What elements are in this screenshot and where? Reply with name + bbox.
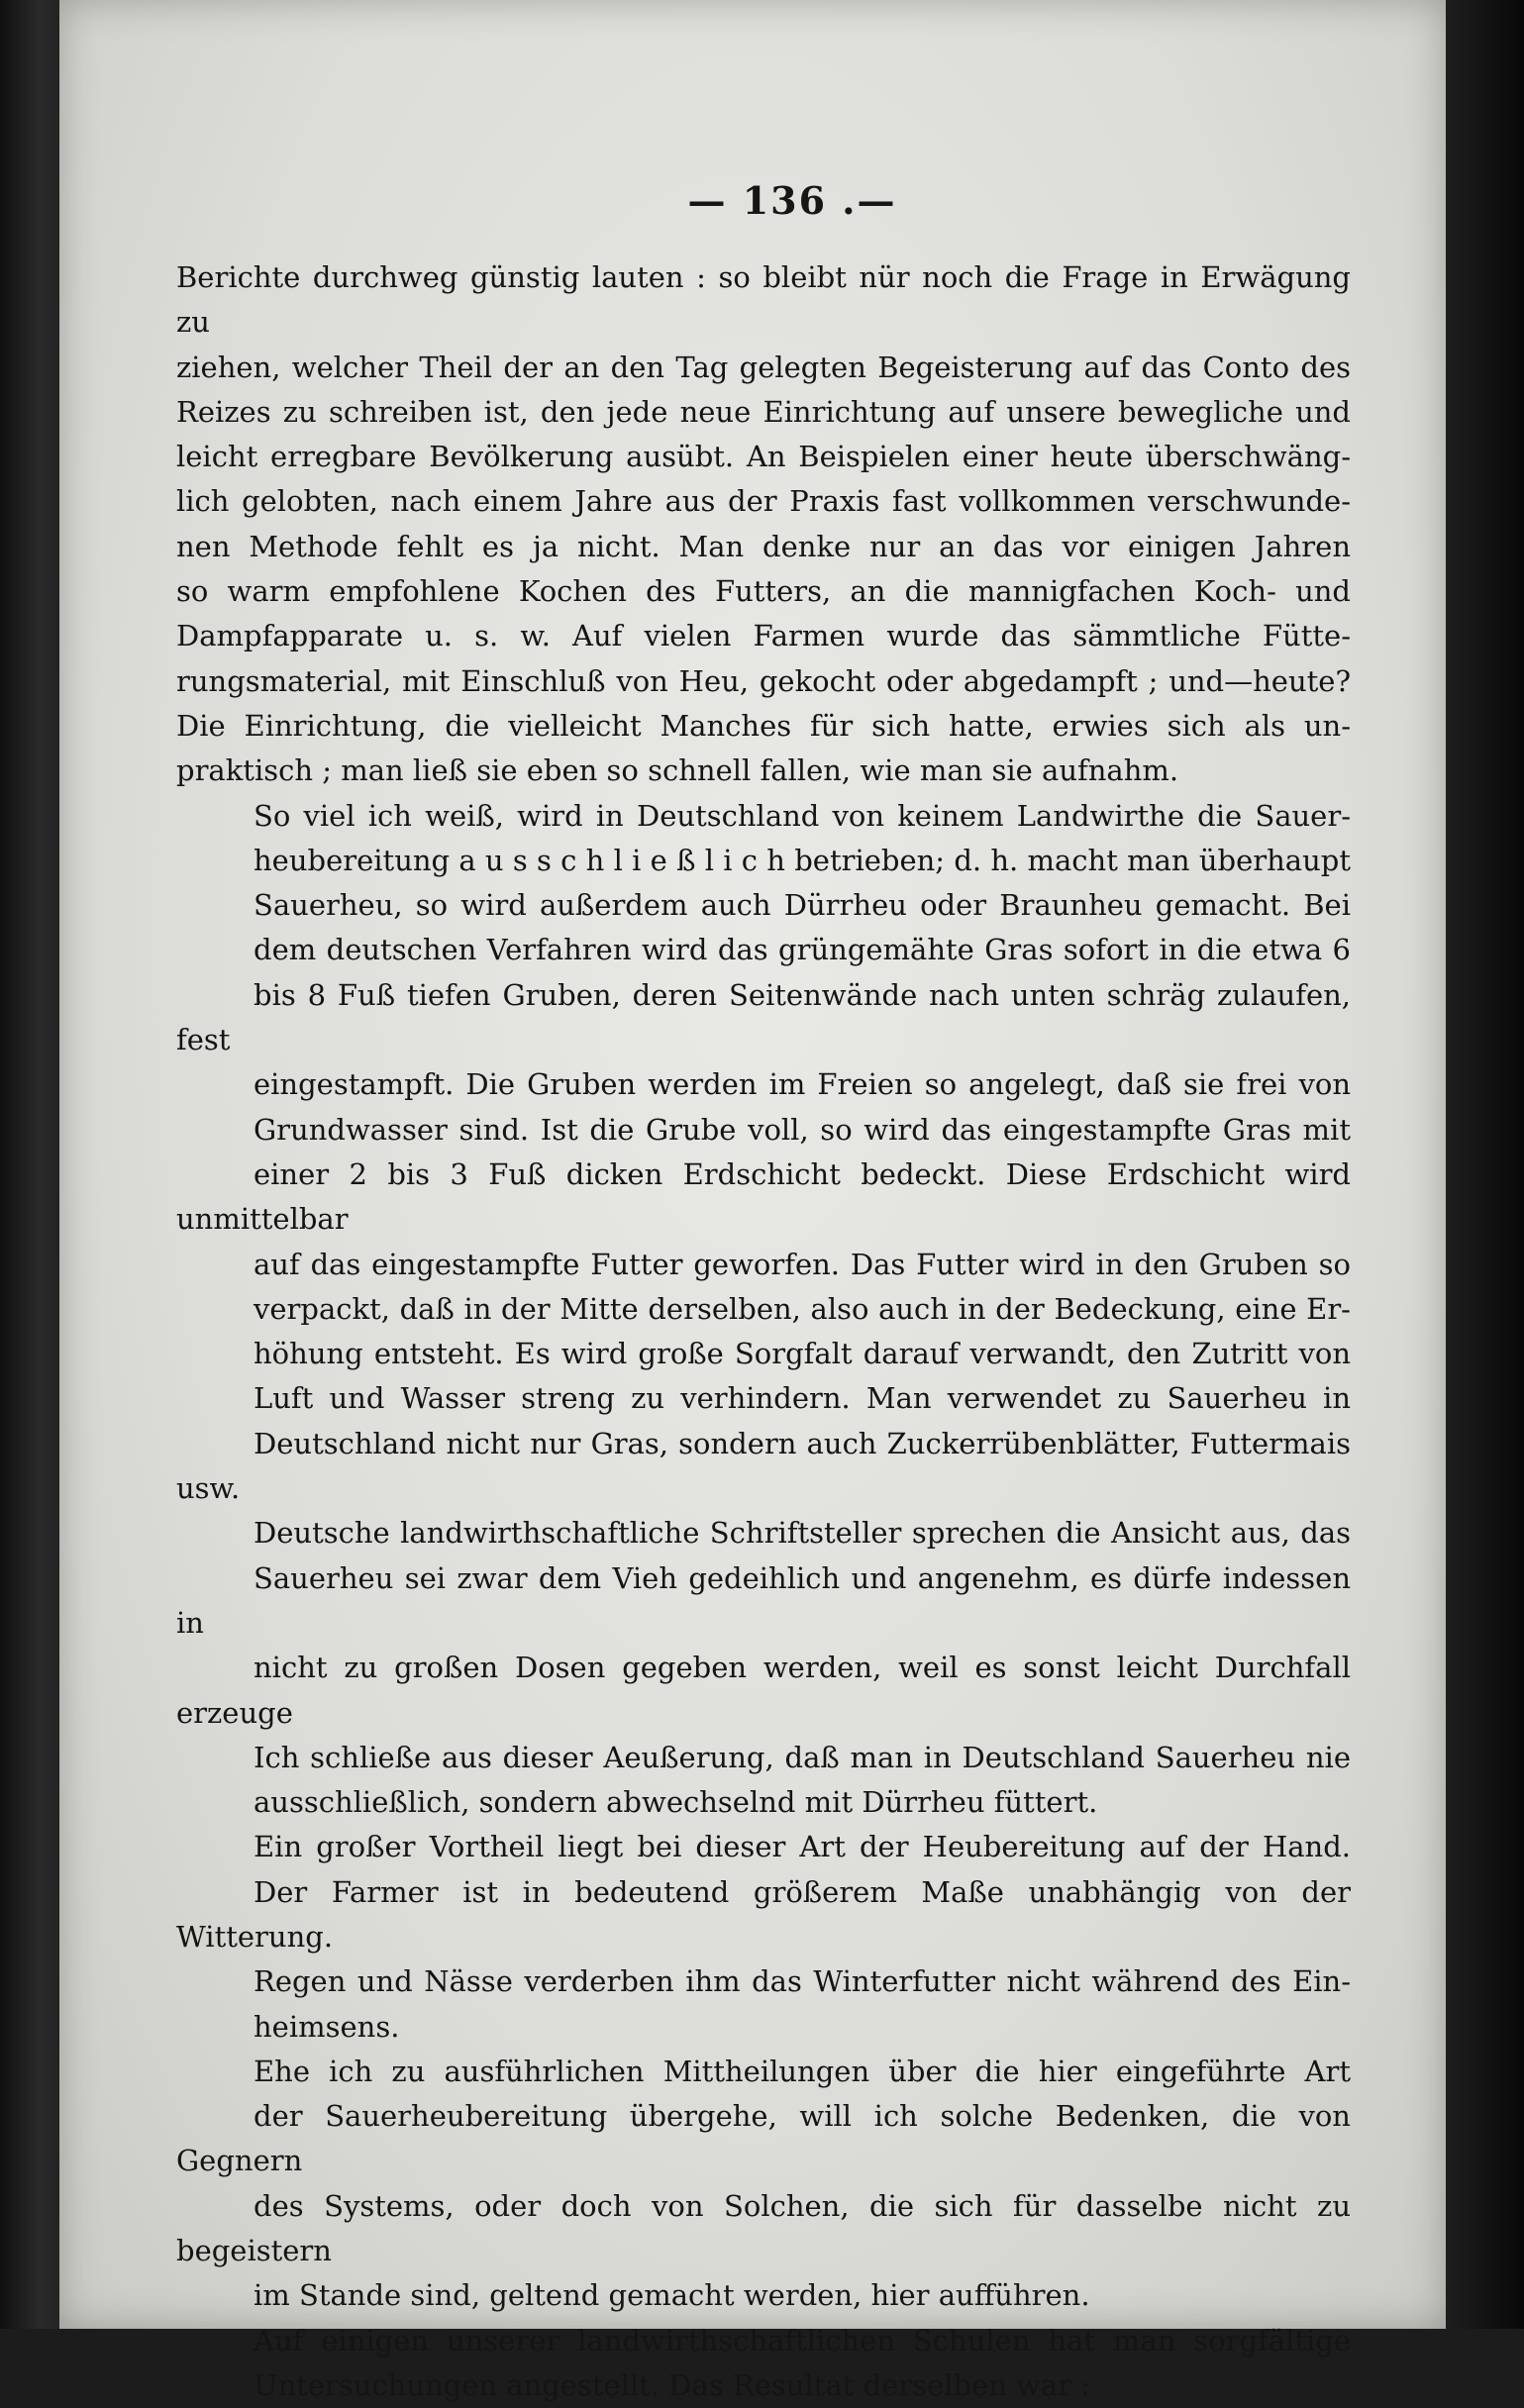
- paragraph: [176, 1511, 1351, 1825]
- text-line: heubereitung a u s s c h l i e ß l i c h betrieben; d. h. macht man überhaupt: [254, 843, 1351, 877]
- text-line: ziehen, welcher Theil der an den Tag gelegten Begeisterung auf das Conto des: [176, 350, 1351, 384]
- text-line: Dampfapparate u. s. w. Auf vielen Farmen wurde das sämmtliche Fütte-: [176, 619, 1351, 653]
- text-line: Grundwasser sind. Ist die Grube voll, so wird das eingestampfte Gras mit: [254, 1112, 1351, 1147]
- text-line: Auf einigen unserer landwirthschaftlichen Schulen hat man sorgfältige: [254, 2323, 1351, 2358]
- text-line: Reizes zu schreiben ist, den jede neue Einrichtung auf unsere bewegliche und: [176, 394, 1351, 429]
- paragraph: [176, 794, 1351, 1512]
- text-line: dem deutschen Verfahren wird das grüngemähte Gras sofort in die etwa 6: [254, 933, 1351, 967]
- paragraph: [176, 2319, 1351, 2408]
- text-line: auf das eingestampfte Futter geworfen. Das Futter wird in den Gruben so: [254, 1247, 1351, 1281]
- paragraph: [176, 255, 1351, 794]
- paragraph: [176, 2050, 1351, 2319]
- text-line: ausschließlich, sondern abwechselnd mit Dürrheu füttert.: [254, 1785, 1098, 1820]
- text-line: Sauerheu sei zwar dem Vieh gedeihlich und angenehm, es dürfe indessen in: [176, 1560, 1351, 1640]
- text-line: Die Einrichtung, die vielleicht Manches für sich hatte, erwies sich als un-: [176, 708, 1351, 743]
- text-line: Berichte durchweg günstig lauten : so bleibt nür noch die Frage in Erwägung zu: [176, 260, 1351, 340]
- text-line: Ehe ich zu ausführlichen Mittheilungen über die hier eingeführte Art: [254, 2054, 1351, 2088]
- text-line: bis 8 Fuß tiefen Gruben, deren Seitenwände nach unten schräg zulaufen, fest: [176, 977, 1351, 1057]
- text-line: eingestampft. Die Gruben werden im Freien so angelegt, daß sie frei von: [254, 1067, 1351, 1102]
- text-line: nen Methode fehlt es ja nicht. Man denke nur an das vor einigen Jahren: [176, 529, 1351, 563]
- text-line: rungsmaterial, mit Einschluß von Heu, gekocht oder abgedampft ; und—heute?: [176, 663, 1351, 698]
- text-line: Sauerheu, so wird außerdem auch Dürrheu oder Braunheu gemacht. Bei: [254, 888, 1351, 923]
- text-line: lich gelobten, nach einem Jahre aus der Praxis fast vollkommen verschwunde-: [176, 484, 1351, 519]
- text-line: einer 2 bis 3 Fuß dicken Erdschicht bedeckt. Diese Erdschicht wird unmittelbar: [176, 1156, 1351, 1237]
- text-line: praktisch ; man ließ sie eben so schnell fallen, wie man sie aufnahm.: [176, 753, 1179, 788]
- text-line: So viel ich weiß, wird in Deutschland von keinem Landwirthe die Sauer-: [254, 798, 1351, 833]
- text-line: des Systems, oder doch von Solchen, die sich für dasselbe nicht zu begeistern: [176, 2188, 1351, 2268]
- text-line: verpackt, daß in der Mitte derselben, also auch in der Bedeckung, eine Er-: [254, 1291, 1351, 1326]
- text-line: Regen und Nässe verderben ihm das Winterfutter nicht während des Ein-: [254, 1964, 1351, 1999]
- body-text: [176, 255, 1351, 2408]
- page-number: — 136 .—: [687, 178, 897, 223]
- text-line: der Sauerheubereitung übergehe, will ich solche Bedenken, die von Gegnern: [176, 2099, 1351, 2178]
- paragraph: [176, 1825, 1351, 2049]
- text-line: Der Farmer ist in bedeutend größerem Maße unabhängig von der Witterung.: [176, 1874, 1351, 1954]
- text-line: im Stande sind, geltend gemacht werden, hier aufführen.: [254, 2278, 1090, 2313]
- text-line: Untersuchungen angestellt. Das Resultat derselben war :: [254, 2367, 1091, 2402]
- text-line: nicht zu großen Dosen gegeben werden, weil es sonst leicht Durchfall erzeuge: [176, 1651, 1351, 1730]
- text-line: so warm empfohlene Kochen des Futters, an die mannigfachen Koch- und: [176, 574, 1351, 609]
- text-line: heimsens.: [254, 2009, 400, 2044]
- text-line: Luft und Wasser streng zu verhindern. Man verwendet zu Sauerheu in: [254, 1381, 1351, 1416]
- text-line: höhung entsteht. Es wird große Sorgfalt darauf verwandt, den Zutritt von: [254, 1337, 1351, 1371]
- text-line: leicht erregbare Bevölkerung ausübt. An Beispielen einer heute überschwäng-: [176, 440, 1351, 474]
- text-line: Deutschland nicht nur Gras, sondern auch Zuckerrübenblätter, Futtermais usw.: [176, 1426, 1351, 1506]
- text-line: Deutsche landwirthschaftliche Schriftsteller sprechen die Ansicht aus, das: [254, 1516, 1351, 1551]
- text-line: Ich schließe aus dieser Aeußerung, daß man in Deutschland Sauerheu nie: [254, 1740, 1351, 1774]
- text-line: Ein großer Vortheil liegt bei dieser Art der Heubereitung auf der Hand.: [254, 1830, 1351, 1864]
